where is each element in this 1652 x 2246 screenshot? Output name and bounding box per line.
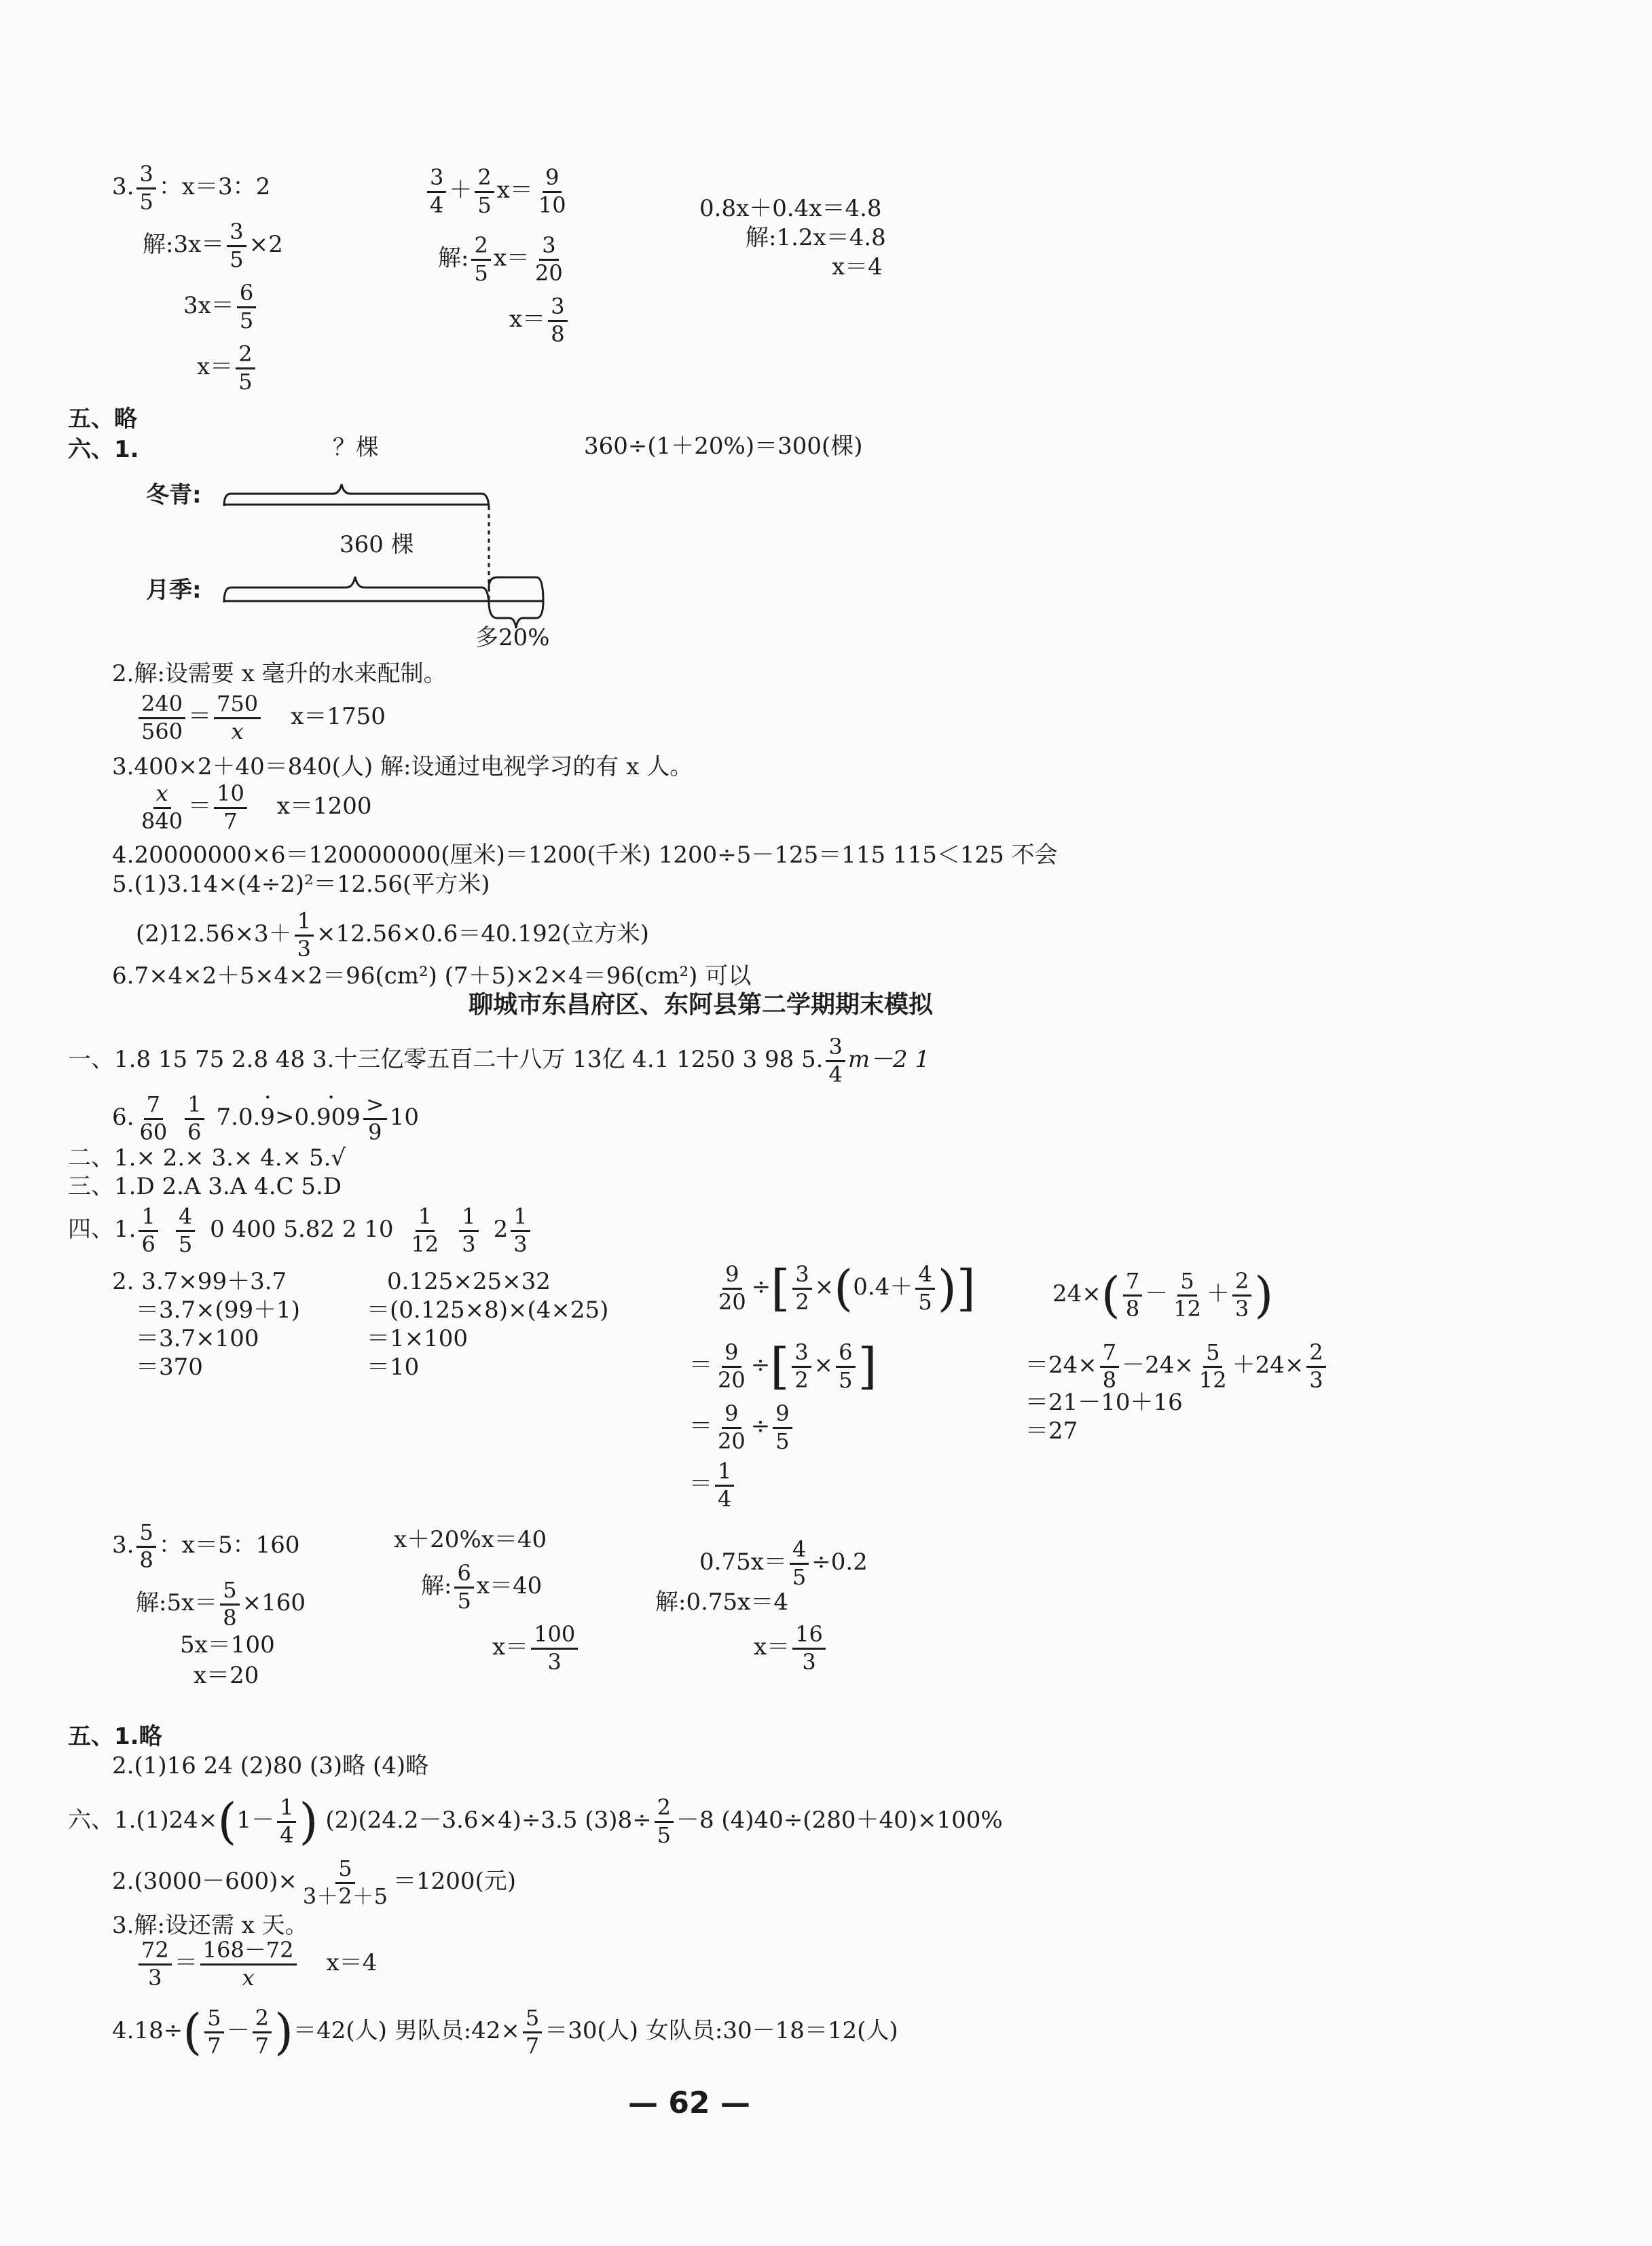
dongqing-brace xyxy=(224,484,489,506)
si3b-1: x＋20%x＝40 xyxy=(394,1526,547,1553)
more-20-label: 多20% xyxy=(475,624,550,651)
si2c-2: ＝ $\frac{9}{20}$ ÷[ $\frac{3}{2}$ × $\frac{6}{5}$ ] xyxy=(689,1337,877,1395)
si3a-4: x＝20 xyxy=(194,1662,259,1689)
liu1-line: 六、1.(1)24×(1－ $\frac{1}{4}$ ) (2)(24.2－3.6×4)÷3.5 (3)8÷ $\frac{2}{5}$ －8 (4)40÷(280＋40)×100% xyxy=(68,1792,1003,1850)
q5a-text: 5.(1)3.14×(4÷2)²＝12.56(平方米) xyxy=(112,871,490,898)
er-line: 二、1.× 2.× 3.× 4.× 5.√ xyxy=(68,1144,346,1172)
wu-label: 五、略 xyxy=(68,405,137,433)
liu3-proportion: $\frac{72}{3}$ ＝ $\frac{168-72}{x}$ x＝4 xyxy=(136,1939,377,1989)
q4-text: 4.20000000×6＝120000000(厘米)＝1200(千米) 1200÷5－125＝115 115＜125 不会 xyxy=(112,841,1058,869)
eq-a3-line2: 解:1.2x＝4.8 xyxy=(746,224,886,251)
yueji-brace xyxy=(224,577,489,602)
liu4-line: 4.18÷( $\frac{5}{7}$ － $\frac{2}{7}$ )＝42(人) 男队员:42× $\frac{5}{7}$ ＝30(人) 女队员:30－18＝12(人) xyxy=(112,2003,898,2061)
q5b-text: (2)12.56×3＋ $\frac{1}{3}$ ×12.56×0.6＝40.192(立方米) xyxy=(136,908,649,962)
si2a-1: 2. 3.7×99＋3.7 xyxy=(112,1268,287,1295)
si-line1: 四、1. $\frac{1}{6}$ $\frac{4}{5}$ 0 400 5.82 2 10 $\frac{1}{12}$ $\frac{1}{3}$ 2 $\frac{1}{3}$ xyxy=(68,1206,533,1256)
si2d-2: ＝24× $\frac{7}{8}$ －24× $\frac{5}{12}$ ＋24× $\frac{2}{3}$ xyxy=(1025,1341,1329,1392)
si2b-3: ＝1×100 xyxy=(367,1325,469,1352)
si2b-4: ＝10 xyxy=(367,1354,420,1381)
liu-label: 六、1. xyxy=(68,436,139,463)
tree-question-label: ？棵 xyxy=(333,434,379,461)
q6-text: 6.7×4×2＋5×4×2＝96(cm²) (7＋5)×2×4＝96(cm²) 可以 xyxy=(112,962,752,990)
si3a-1: 3. $\frac{5}{8}$ ：x＝5：160 xyxy=(112,1519,300,1573)
q2-text: 2.解:设需要 x 毫升的水来配制。 xyxy=(112,660,447,687)
si3c-1: 0.75x＝ $\frac{4}{5}$ ÷0.2 xyxy=(699,1536,868,1590)
eq-a2-line1: $\frac{3}{4}$ ＋ $\frac{2}{5}$ x＝ $\frac{9}{10}$ xyxy=(424,166,572,217)
extra-brace xyxy=(489,577,543,601)
eq-a1-line3: 3x＝ $\frac{6}{5}$ xyxy=(183,282,259,332)
si2d-1: 24×( $\frac{7}{8}$ － $\frac{5}{12}$ ＋ $\frac{2}{3}$ ) xyxy=(1052,1266,1274,1324)
liu2-line: 2.(3000－600)× $\frac{5}{3+2+5}$ ＝1200(元) xyxy=(112,1855,517,1909)
yi-line1: 一、1.8 15 75 2.8 48 3.十三亿零五百二十八万 13亿 4.1 1250 3 98 5. $\frac{3}{4}$ m－2 1 xyxy=(68,1034,930,1087)
si2c-3: ＝ $\frac{9}{20}$ ÷ $\frac{9}{5}$ xyxy=(689,1402,795,1453)
si3c-2: 解:0.75x＝4 xyxy=(655,1589,788,1616)
section-heading: 聊城市东昌府区、东阿县第二学期期末模拟 xyxy=(469,991,934,1019)
liu3-text: 3.解:设还需 x 天。 xyxy=(112,1912,308,1939)
more-brace xyxy=(489,601,543,628)
san-line: 三、1.D 2.A 3.A 4.C 5.D xyxy=(68,1173,342,1200)
si2d-4: ＝27 xyxy=(1025,1417,1078,1445)
si2c-4: ＝ $\frac{1}{4}$ xyxy=(689,1460,737,1510)
liu1-calc: 360÷(1＋20%)＝300(棵) xyxy=(584,433,863,460)
eq-a1-line4: x＝ $\frac{2}{5}$ xyxy=(197,343,258,393)
line-segment-diagram xyxy=(217,445,557,642)
eq-a3-line1: 0.8x＋0.4x＝4.8 xyxy=(699,195,882,222)
yi-line2: 6. $\frac{7}{60}$ $\frac{1}{6}$ 7.0.· 9>0.· 909 > 9 10 xyxy=(112,1093,419,1144)
si2d-3: ＝21－10＋16 xyxy=(1025,1389,1183,1416)
eq-a2-line3: x＝ $\frac{3}{8}$ xyxy=(509,295,570,346)
si2a-4: ＝370 xyxy=(136,1354,203,1381)
si2a-3: ＝3.7×100 xyxy=(136,1325,259,1352)
eq-a1-line2: 解:3x＝ $\frac{3}{5}$ ×2 xyxy=(143,219,283,272)
si2b-1: 0.125×25×32 xyxy=(387,1268,551,1295)
si3b-2: 解: $\frac{6}{5}$ x＝40 xyxy=(421,1560,543,1614)
si3a-2: 解:5x＝ $\frac{5}{8}$ ×160 xyxy=(136,1577,306,1631)
q2-proportion: $\frac{240}{560}$ ＝ $\frac{750}{x}$ x＝1750 xyxy=(136,693,386,743)
wu2-line: 2.(1)16 24 (2)80 (3)略 (4)略 xyxy=(112,1752,429,1779)
yueji-label: 月季: xyxy=(146,577,202,604)
page-number: — 62 — xyxy=(628,2086,750,2120)
si2b-2: ＝(0.125×8)×(4×25) xyxy=(367,1297,609,1324)
si3a-3: 5x＝100 xyxy=(180,1631,275,1659)
q3b-proportion: $\frac{x}{840}$ ＝ $\frac{10}{7}$ x＝1200 xyxy=(141,780,372,834)
eq-a2-line2: 解: $\frac{2}{5}$ x＝ $\frac{3}{20}$ xyxy=(438,232,563,286)
si2c-1: $\frac{9}{20}$ ÷[ $\frac{3}{2}$ ×(0.4＋ $\frac{4}{5}$ )] xyxy=(718,1259,976,1317)
si2a-2: ＝3.7×(99＋1) xyxy=(136,1297,300,1324)
eq-a1-line1: 3. $\frac{3}{5}$ ：x＝3：2 xyxy=(112,161,271,215)
si3b-3: x＝ $\frac{100}{3}$ xyxy=(492,1623,581,1673)
wu1-line: 五、1.略 xyxy=(68,1723,162,1750)
si3c-3: x＝ $\frac{16}{3}$ xyxy=(754,1623,828,1673)
eq-a3-line3: x＝4 xyxy=(832,253,883,280)
count-360-label: 360 棵 xyxy=(339,531,414,558)
q3b-text: 3.400×2＋40＝840(人) 解:设通过电视学习的有 x 人。 xyxy=(112,753,693,780)
dongqing-label: 冬青: xyxy=(146,482,202,509)
